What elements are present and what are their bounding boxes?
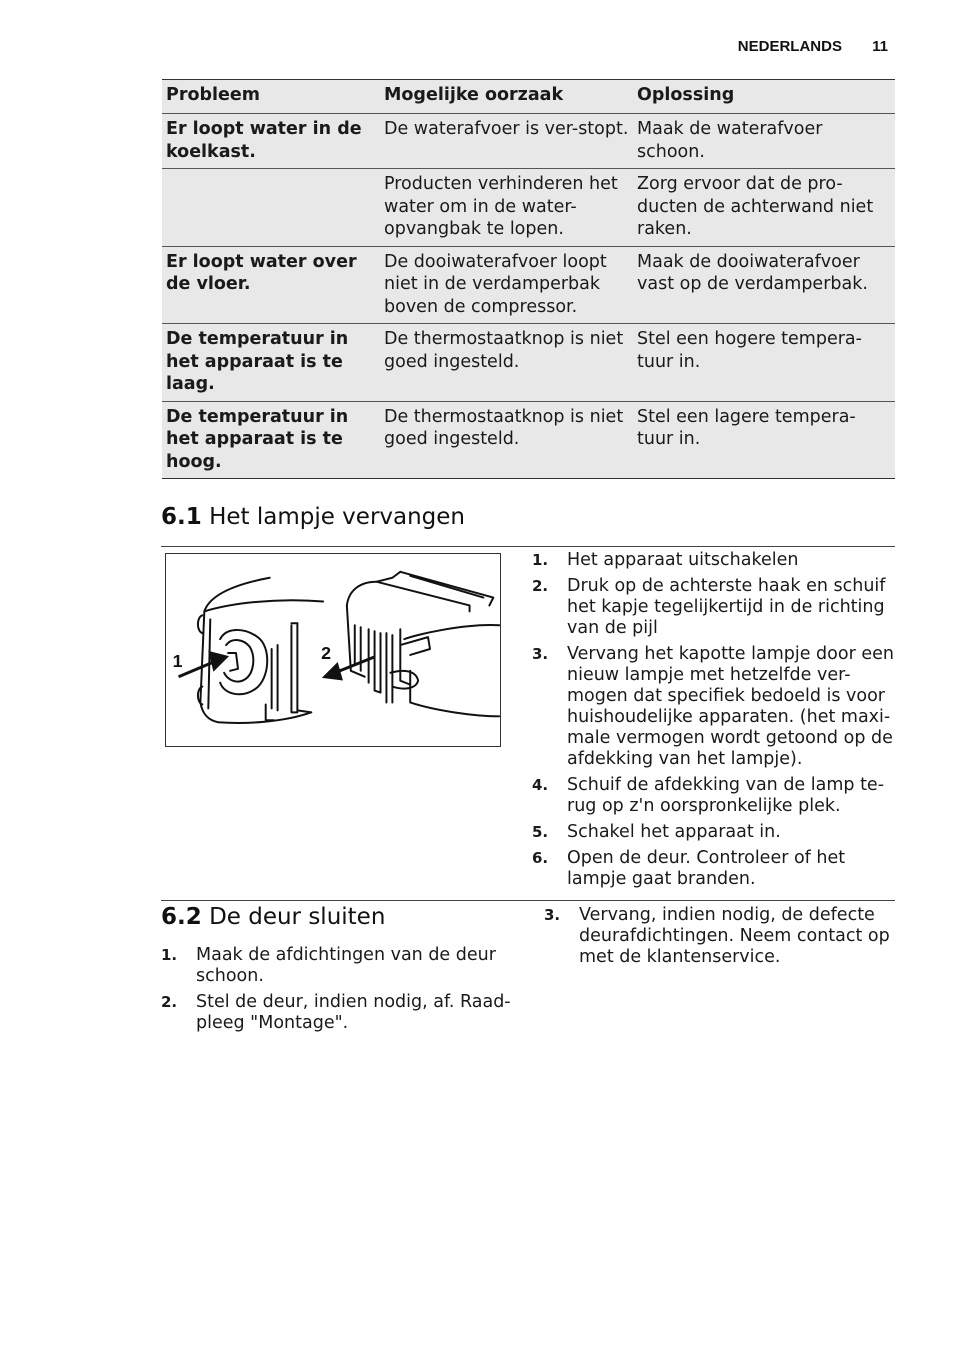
list-item [544,905,897,968]
list-item [532,775,897,817]
list-item [532,550,897,571]
step-text: Druk op de achterste haak en schuif het kapje tegelijkertijd in de richting van de pijl [567,576,886,638]
step-number: 4. [532,776,549,794]
step-text: Schuif de afdekking van de lamp te-rug op z'n oorspronkelijke plek. [567,775,885,816]
step-number: 2. [532,577,549,595]
step-text: Open de deur. Controleer of het lampje gaat branden. [567,848,846,889]
list-item [532,822,897,843]
page-number: 11 [872,38,888,55]
header-language: NEDERLANDS [737,38,842,55]
running-header [738,38,888,55]
section-title-text: De deur sluiten [209,904,386,930]
lamp-replacement-steps [532,550,897,895]
column-header: Probleem [166,85,260,105]
list-item [532,644,897,770]
section-divider [161,546,895,547]
step-number: 5. [532,823,549,841]
step-text: Vervang het kapotte lampje door een nieuw lampje met hetzelfde ver-mogen dat specifiek bedoeld is voor huishoudelijke apparaten. (het maxi-male vermogen wordt getoond op de afdekking van het lampje). [567,644,894,769]
table-row [162,324,895,402]
step-number: 6. [532,849,549,867]
step-number: 3. [544,906,561,924]
section-6-1-heading [161,504,465,530]
problem-cell [162,169,380,247]
solution-cell: Maak de waterafvoer schoon. [637,119,823,162]
section-6-2-heading [161,904,385,930]
cause-cell: De thermostaatknop is niet goed ingesteld. [384,329,624,372]
list-item [532,848,897,890]
step-number: 1. [161,946,178,964]
solution-cell: Stel een hogere tempera-tuur in. [637,329,862,372]
list-item [532,576,897,639]
problem-cell: De temperatuur in het apparaat is te hoog. [166,406,349,472]
step-number: 2. [161,993,178,1011]
table-row [162,114,895,169]
cause-cell: De waterafvoer is ver-stopt. [384,119,629,139]
table-row [162,246,895,324]
step-text: Het apparaat uitschakelen [567,550,799,570]
solution-cell: Zorg ervoor dat de pro-ducten de achterwand niet raken. [637,174,874,239]
solution-cell: Stel een lagere tempera-tuur in. [637,406,856,449]
section-number: 6.1 [161,504,202,530]
step-text: Schakel het apparaat in. [567,822,781,842]
cause-cell: De dooiwaterafvoer loopt niet in de verdamperbak boven de compressor. [384,251,607,317]
door-closing-steps-right [544,905,897,973]
cause-cell: De thermostaatknop is niet goed ingesteld. [384,406,624,449]
step-number: 1. [532,551,549,569]
lamp-cover-drawing [166,554,500,746]
problem-cell: De temperatuur in het apparaat is te laag. [166,329,349,394]
step-text: Maak de afdichtingen van de deur schoon. [196,945,496,986]
table-row [162,401,895,479]
step-text: Stel de deur, indien nodig, af. Raad-pleeg "Montage". [196,992,511,1033]
section-title-text: Het lampje vervangen [209,504,466,530]
troubleshooting-table [162,79,895,479]
section-divider [161,900,895,901]
door-closing-steps-left [161,945,511,1039]
column-header: Mogelijke oorzaak [384,85,564,105]
step-text: Vervang, indien nodig, de defecte deurafdichtingen. Neem contact op met de klantenservice. [579,905,890,967]
problem-cell: Er loopt water over de vloer. [166,251,357,294]
figure-label-1: 1 [172,650,183,671]
section-number: 6.2 [161,904,202,930]
column-header: Oplossing [637,85,735,105]
lamp-replacement-illustration [165,553,501,747]
problem-cell: Er loopt water in de koelkast. [166,119,362,162]
table-row [162,169,895,247]
figure-label-2: 2 [321,642,332,663]
solution-cell: Maak de dooiwaterafvoer vast op de verdamperbak. [637,251,868,294]
table-header-row [162,80,895,114]
step-number: 3. [532,645,549,663]
list-item [161,992,511,1034]
cause-cell: Producten verhinderen het water om in de water-opvangbak te lopen. [384,174,618,239]
list-item [161,945,511,987]
